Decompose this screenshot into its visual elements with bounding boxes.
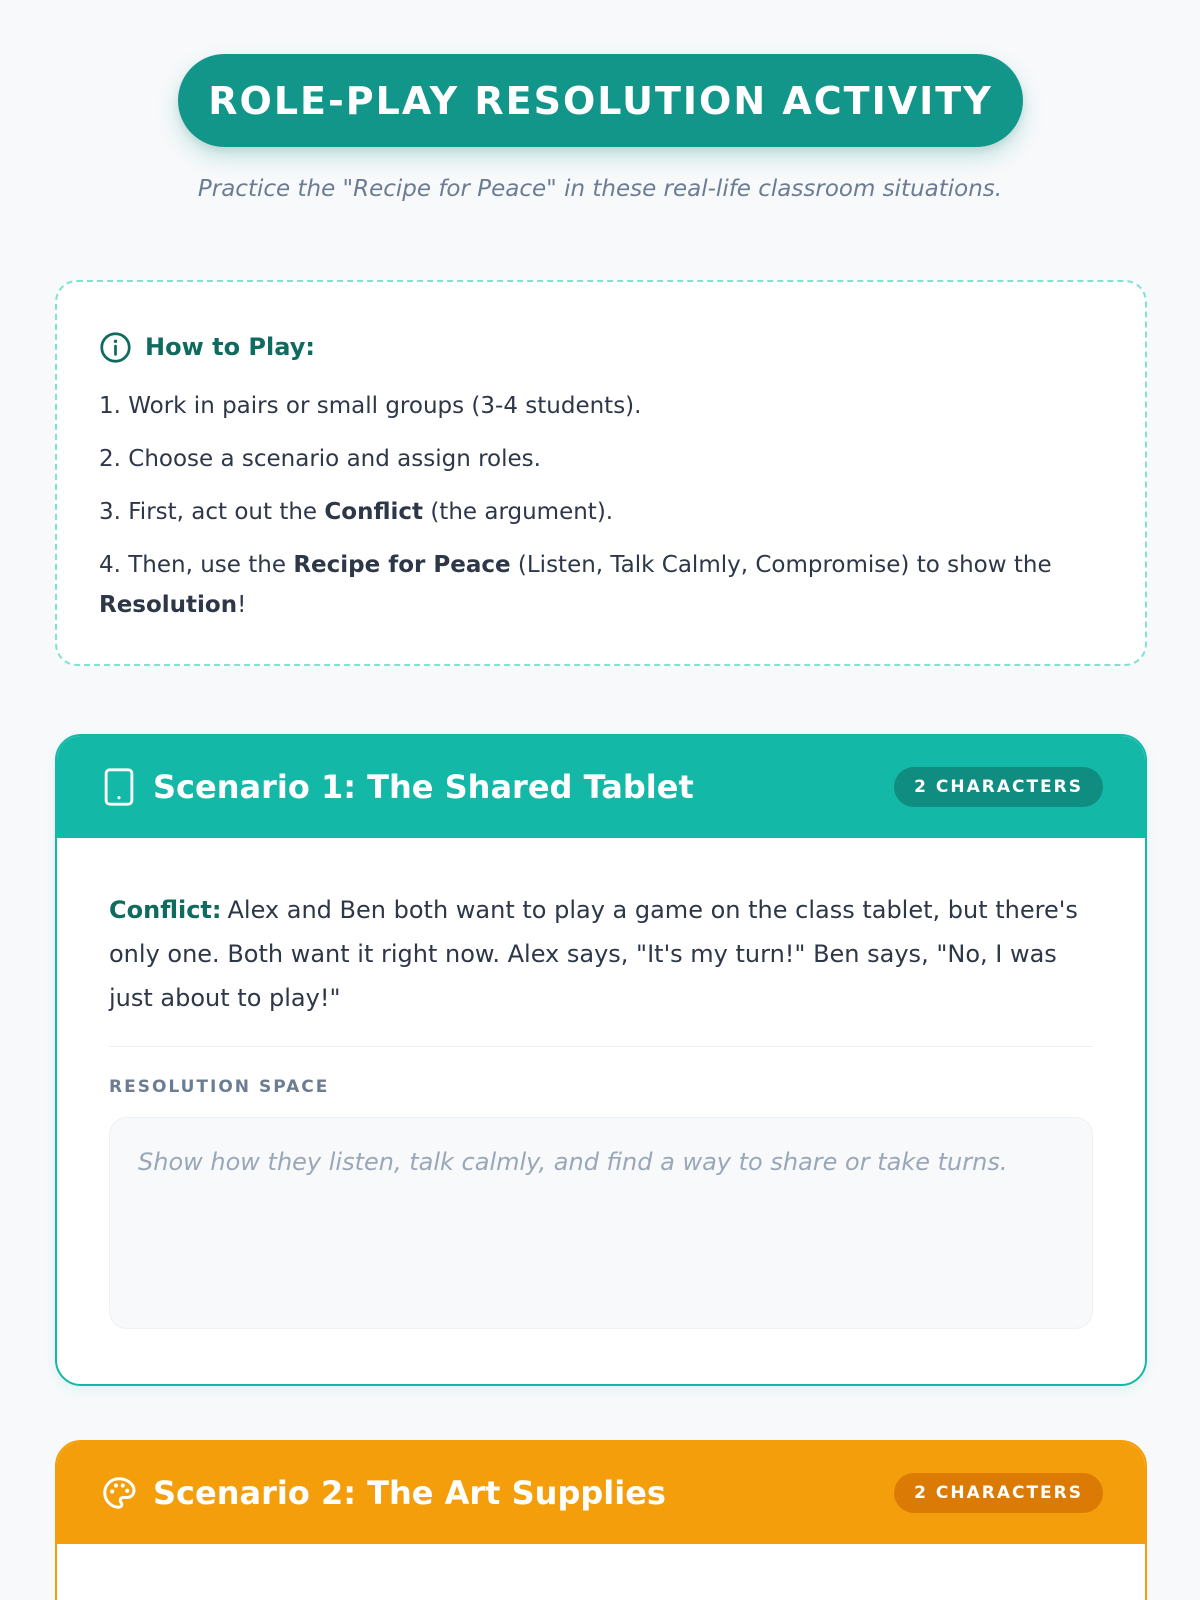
step-3-conflict: Conflict	[324, 499, 424, 525]
resolution-space-label: RESOLUTION SPACE	[109, 1077, 330, 1097]
info-circle-icon	[99, 331, 132, 364]
scenario-1-conflict	[109, 888, 1093, 1047]
scenario-2-character-badge: 2 CHARACTERS	[894, 1473, 1103, 1513]
resolution-space-field[interactable]	[109, 1117, 1093, 1329]
scenario-1-body	[57, 838, 1145, 1329]
step-4-resolution: Resolution	[99, 592, 238, 618]
step-3	[99, 492, 1103, 532]
scenario-card-2	[55, 1440, 1147, 1600]
scenario-1-header	[57, 736, 1145, 838]
step-1: 1. Work in pairs or small groups (3-4 students).	[99, 393, 642, 419]
page-subtitle: Practice the "Recipe for Peace" in these real-life classroom situations.	[197, 176, 1003, 202]
conflict-label: Conflict:	[109, 896, 222, 924]
scenario-1-character-badge: 2 CHARACTERS	[894, 767, 1103, 807]
step-3-text-c: (the argument).	[423, 499, 614, 525]
scenario-2-header	[57, 1442, 1145, 1544]
step-3-text-a: 3. First, act out the	[99, 499, 325, 525]
conflict-text: Alex and Ben both want to play a game on the class tablet, but there's only one. Both want it right now. Alex says, "It's my turn!" Ben says, "No, I was just about to play!"	[109, 896, 1078, 1012]
palette-icon	[101, 1473, 137, 1513]
step-4-text-e: !	[237, 592, 247, 618]
step-2: 2. Choose a scenario and assign roles.	[99, 446, 541, 472]
scenario-2-title: Scenario 2: The Art Supplies	[153, 1474, 666, 1512]
title-banner	[178, 54, 1023, 147]
scenario-card-1	[55, 734, 1147, 1386]
step-4-recipe: Recipe for Peace	[293, 552, 511, 578]
how-to-play-box	[55, 280, 1147, 666]
tablet-icon	[101, 767, 137, 807]
step-4	[99, 545, 1103, 625]
how-to-play-heading: How to Play:	[145, 333, 315, 361]
page-title: ROLE-PLAY RESOLUTION ACTIVITY	[208, 78, 993, 123]
step-4-text-c: (Listen, Talk Calmly, Compromise) to show the	[510, 552, 1052, 578]
scenario-1-title: Scenario 1: The Shared Tablet	[153, 768, 694, 806]
resolution-placeholder: Show how they listen, talk calmly, and find a way to share or take turns.	[138, 1148, 1008, 1176]
step-4-text-a: 4. Then, use the	[99, 552, 294, 578]
how-to-play-header	[99, 330, 1103, 364]
